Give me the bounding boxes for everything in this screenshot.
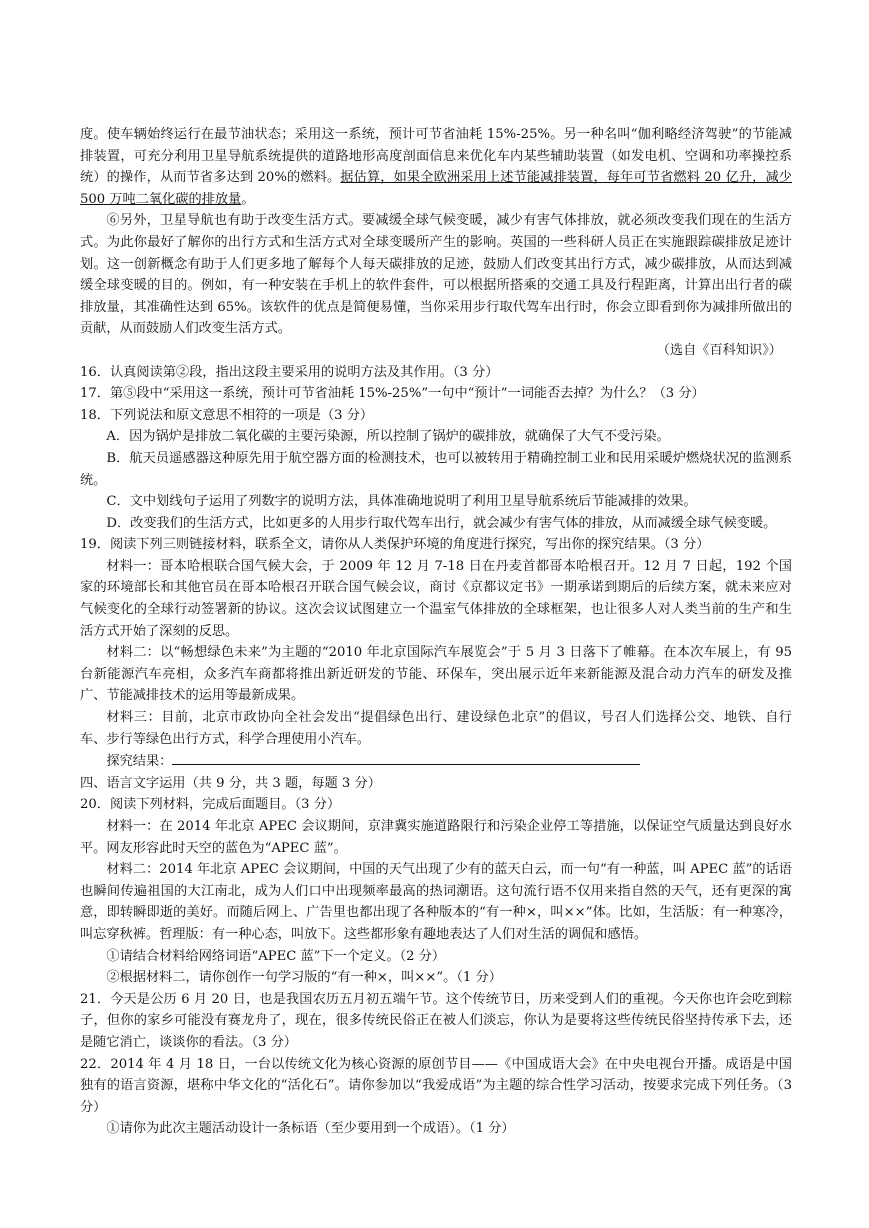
question-18-option-a: A．因为锅炉是排放二氧化碳的主要污染源，所以控制了锅炉的碳排放，就确保了大气不受污染。 <box>106 429 670 445</box>
section-4-heading: 四、语言文字运用（共 9 分，共 3 题，每题 3 分） <box>80 775 381 791</box>
question-21: 21．今天是公历 6 月 20 日，也是我国农历五月初五端午节。这个传统节日，历来受到人们的重视。今天你也许会吃到粽子，但你的家乡可能没有赛龙舟了，现在，很多传统民俗正在被人们淡忘，你认为是要将这些传统民俗坚持传承下去，还是随它消亡，谈谈你的看法。（3 分） <box>80 991 792 1050</box>
question-19-answer-line <box>80 750 792 773</box>
question-18-option-d: D．改变我们的生活方式，比如更多的人用步行取代驾车出行，就会减少有害气体的排放，从而减缓全球气候变暖。 <box>106 515 777 531</box>
para5-text: 度。使车辆始终运行在最节油状态；采用这一系统，预计可节省油耗 15%-25%。另一种名叫“伽利略经济驾驶”的节能减排装置，可充分利用卫星导航系统提供的道路地形高度剖面信息来优化车内某些辅助装置（如发电机、空调和功率操控系统）的操作，从而节省多达到 20%的燃料。 <box>80 127 792 186</box>
question-18-stem: 18．下列说法和原文意思不相符的一项是（3 分） <box>80 407 374 423</box>
question-17: 17．第⑤段中“采用这一系统，预计可节省油耗 15%-25%”一句中“预计”一词能否去掉？为什么？（3 分） <box>80 386 705 402</box>
para5-continuation <box>80 124 792 210</box>
question-20-sub-1: ①请结合材料给网络词语“APEC 蓝”下一个定义。（2 分） <box>106 948 446 964</box>
question-19-material-3: 材料三：目前，北京市政协向全社会发出“提倡绿色出行、建设绿色北京”的倡议，号召人们选择公交、地铁、自行车、步行等绿色出行方式，科学合理使用小汽车。 <box>80 710 792 747</box>
underlined-sentence: 据估算，如果全欧洲采用上述节能减排装置，每年可节省燃料 20 亿升，减少 500 万吨二氧化碳的排放量 <box>80 170 792 207</box>
answer-label: 探究结果： <box>106 754 173 770</box>
question-19-stem: 19．阅读下列三则链接材料，联系全文，请你从人类保护环境的角度进行探究，写出你的探究结果。（3 分） <box>80 537 710 553</box>
exam-page <box>80 124 792 1140</box>
para6: ⑥另外，卫星导航也有助于改变生活方式。要减缓全球气候变暖，减少有害气体排放，就必须改变我们现在的生活方式。为此你最好了解你的出行方式和生活方式对全球变暖所产生的影响。英国的一些科研人员正在实施跟踪碳排放足迹计划。这一创新概念有助于人们更多地了解每个人每天碳排放的足迹，鼓励人们改变其出行方式，减少碳排放，从而达到减缓全球变暖的目的。例如，有一种安装在手机上的软件套件，可以根据所搭乘的交通工具及行程距离，计算出出行者的碳排放量，其准确性达到 65%。该软件的优点是简便易懂，当你采用步行取代驾车出行时，你会立即看到你为减排所做出的贡献，从而鼓励人们改变生活方式。 <box>80 213 792 337</box>
question-20-stem: 20．阅读下列材料，完成后面题目。（3 分） <box>80 797 341 813</box>
question-20-material-1: 材料一：在 2014 年北京 APEC 会议期间，京津冀实施道路限行和污染企业停工等措施，以保证空气质量达到良好水平。网友形容此时天空的蓝色为“APEC 蓝”。 <box>80 819 792 856</box>
question-20-material-2: 材料二：2014 年北京 APEC 会议期间，中国的天气出现了少有的蓝天白云，而一句“有一种蓝，叫 APEC 蓝”的话语也瞬间传遍祖国的大江南北，成为人们口中出现频率最高的热词潮语。这句流行语不仅用来指自然的天气，还有更深的寓意，即转瞬即逝的美好。而随后网上、广告里也都出现了各种版本的“有一种×，叫××”体。比如，生活版：有一种寒冷，叫忘穿秋裤。哲理版：有一种心态，叫放下。这些都形象有趣地表达了人们对生活的调侃和感悟。 <box>80 862 792 942</box>
question-19-material-1: 材料一：哥本哈根联合国气候大会，于 2009 年 12 月 7-18 日在丹麦首都哥本哈根召开。12 月 7 日起，192 个国家的环境部长和其他官员在哥本哈根召开联合国气候会议，商讨《京都议定书》一期承诺到期后的后续方案，就未来应对气候变化的全球行动签署新的协议。这次会议试图建立一个温室气体排放的全球框架，也让很多人对人类当前的生产和生活方式开始了深刻的反思。 <box>80 558 792 639</box>
source-citation: （选自《百科知识》） <box>656 342 782 358</box>
question-22-stem: 22．2014 年 4 月 18 日，一台以传统文化为核心资源的原创节目——《中国成语大会》在中央电视台开播。成语是中国独有的语言资源，堪称中华文化的“活化石”。请你参加以“我爱成语”为主题的综合性学习活动，按要求完成下列任务。（3 分） <box>80 1056 792 1115</box>
question-22-sub-1: ①请你为此次主题活动设计一条标语（至少要用到一个成语）。（1 分） <box>106 1121 515 1137</box>
para5-end: 。 <box>241 191 255 207</box>
question-19-material-2: 材料二：以“畅想绿色未来”为主题的“2010 年北京国际汽车展览会”于 5 月 3 日落下了帷幕。在本次车展上，有 95 台新能源汽车亮相，众多汽车商都将推出新近研发的节能、环保车，突出展示近年来新能源及混合动力汽车的研发及推广、节能减排技术的运用等最新成果。 <box>80 645 792 704</box>
question-18-option-c: C．文中划线句子运用了列数字的说明方法，具体准确地说明了利用卫星导航系统后节能减排的效果。 <box>106 494 697 510</box>
answer-blank[interactable] <box>172 750 640 765</box>
question-18-option-b: B．航天员遥感器这种原先用于航空器方面的检测技术，也可以被转用于精确控制工业和民用采暖炉燃烧状况的监测系统。 <box>80 450 792 488</box>
question-20-sub-2: ②根据材料二，请你创作一句学习版的“有一种×，叫××”。（1 分） <box>106 970 502 986</box>
question-16: 16．认真阅读第②段，指出这段主要采用的说明方法及其作用。（3 分） <box>80 364 499 380</box>
